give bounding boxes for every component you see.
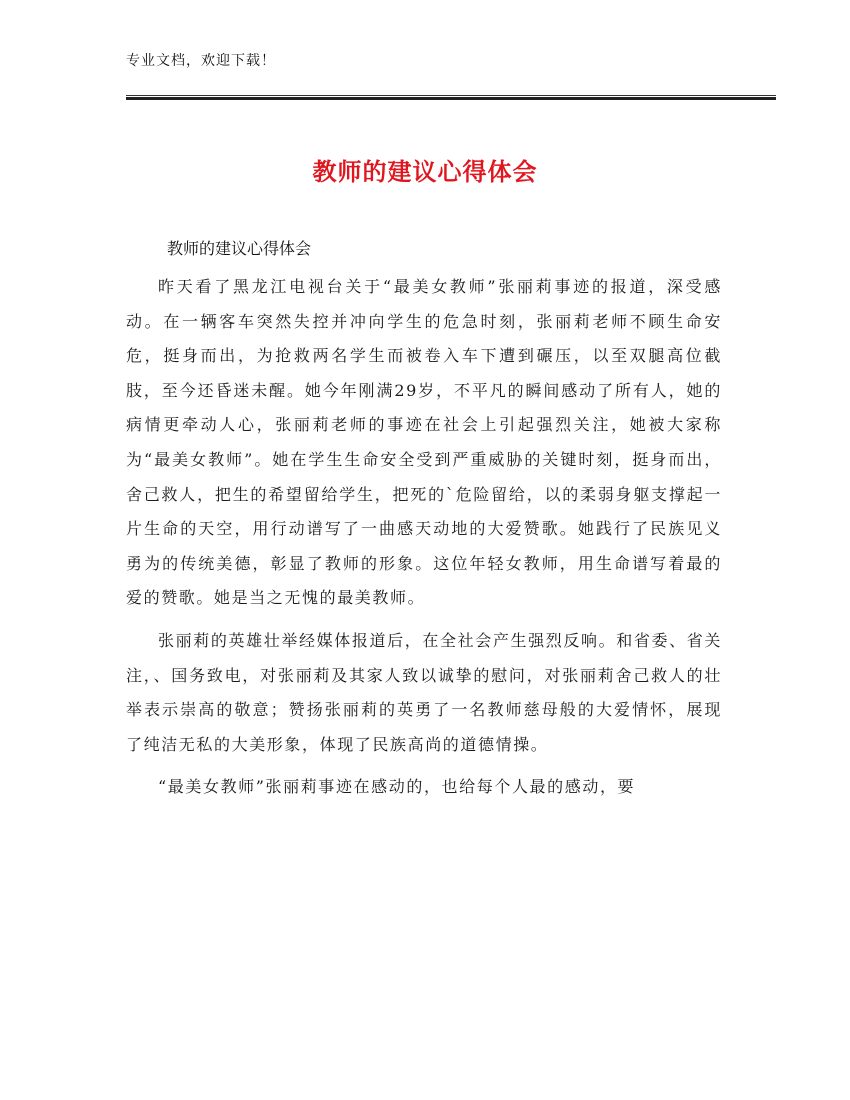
- document-body: [126, 270, 722, 813]
- page-header: 专业文档，欢迎下载！: [126, 53, 276, 69]
- paragraph: 张丽莉的英雄壮举经媒体报道后，在全社会产生强烈反响。和省委、省关注，、国务致电，对张丽莉及其家人致以诚挚的慰问，对张丽莉舍己救人的壮举表示崇高的敬意；赞扬张丽莉的英勇了一名教师慈母般的大爱情怀，展现了纯洁无私的大美形象，体现了民族高尚的道德情操。: [126, 630, 722, 754]
- header-divider-thin: [126, 95, 776, 96]
- document-subtitle: 教师的建议心得体会: [167, 239, 312, 258]
- paragraph: “最美女教师”张丽莉事迹在感动的，也给每个人最的感动，要: [158, 777, 636, 797]
- paragraph: 昨天看了黑龙江电视台关于“最美女教师”张丽莉事迹的报道，深受感动。在一辆客车突然失控并冲向学生的危急时刻，张丽莉老师不顾生命安危，挺身而出，为抢救两名学生而被卷入车下遭到碾压，以至双腿高位截肢，至今还昏迷未醒。她今年刚满29岁，不平凡的瞬间感动了所有人，她的病情更牵动人心，张丽莉老师的事迹在社会上引起强烈关注，她被大家称为“最美女教师”。她在学生生命安全受到严重威胁的关键时刻，挺身而出，舍己救人，把生的希望留给学生，把死的`危险留给，以的柔弱身躯支撑起一片生命的天空，用行动谱写了一曲感天动地的大爱赞歌。她践行了民族见义勇为的传统美德，彰显了教师的形象。这位年轻女教师，用生命谱写着最的爱的赞歌。她是当之无愧的最美教师。: [126, 277, 722, 608]
- header-divider-thick: [126, 97, 776, 100]
- document-title: 教师的建议心得体会: [312, 158, 538, 186]
